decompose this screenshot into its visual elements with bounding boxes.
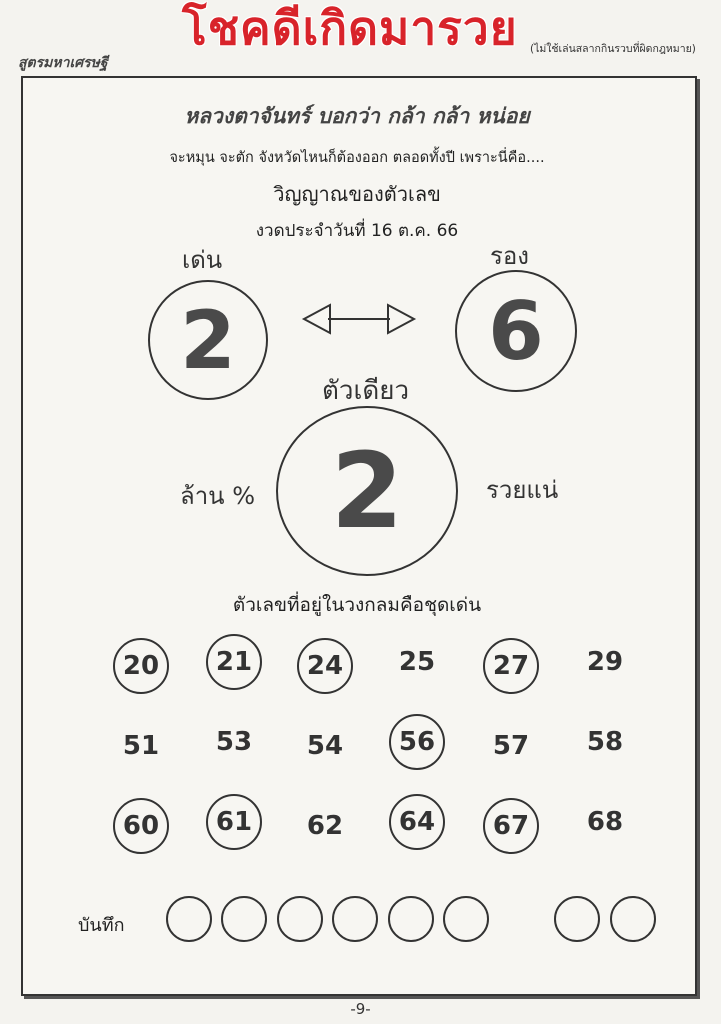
single-digit-circle bbox=[276, 406, 458, 576]
number-cell: 64 bbox=[389, 794, 445, 850]
number-cell: 67 bbox=[483, 798, 539, 854]
disclaimer-note: (ไม่ใช้เล่นสลากกินรวบที่ผิดกฎหมาย) bbox=[530, 43, 696, 55]
support-digit-circle bbox=[455, 270, 577, 392]
number-cell: 29 bbox=[586, 647, 624, 677]
blank-record-circle bbox=[277, 896, 323, 942]
number-cell: 24 bbox=[297, 638, 353, 694]
number-cell: 60 bbox=[113, 798, 169, 854]
draw-date: งวดประจำวันที่ 16 ต.ค. 66 bbox=[255, 221, 459, 241]
record-label: บันทึก bbox=[78, 915, 125, 936]
blank-record-circle bbox=[166, 896, 212, 942]
number-cell: 54 bbox=[306, 731, 344, 761]
number-cell: 61 bbox=[206, 794, 262, 850]
number-cell: 25 bbox=[398, 647, 436, 677]
number-cell: 51 bbox=[122, 731, 160, 761]
blank-record-circle bbox=[221, 896, 267, 942]
number-cell: 57 bbox=[492, 731, 530, 761]
number-cell: 21 bbox=[206, 634, 262, 690]
blank-record-circle bbox=[332, 896, 378, 942]
blank-record-circle bbox=[388, 896, 434, 942]
blank-record-circle bbox=[443, 896, 489, 942]
number-cell: 27 bbox=[483, 638, 539, 694]
double-arrow-icon bbox=[300, 300, 418, 338]
single-digit: 2 bbox=[330, 430, 404, 552]
support-label: รอง bbox=[490, 242, 530, 270]
book-title: สูตรมหาเศรษฐี bbox=[18, 55, 108, 71]
number-cell: 20 bbox=[113, 638, 169, 694]
blank-record-circle bbox=[554, 896, 600, 942]
spirit-title: วิญญาณของตัวเลข bbox=[273, 182, 441, 206]
number-cell: 53 bbox=[215, 727, 253, 757]
lead-digit-circle bbox=[148, 280, 268, 400]
number-cell: 56 bbox=[389, 714, 445, 770]
single-label: ตัวเดียว bbox=[322, 376, 410, 406]
brand-title: โชคดีเกิดมารวย bbox=[182, 1, 518, 55]
set-title: ตัวเลขที่อยู่ในวงกลมคือชุดเด่น bbox=[232, 594, 482, 616]
number-cell: 68 bbox=[586, 807, 624, 837]
number-cell: 58 bbox=[586, 727, 624, 757]
subline: จะหมุน จะตัก จังหวัดไหนก็ต้องออก ตลอดทั้งปี เพราะนี่คือ.... bbox=[169, 150, 545, 166]
right-note: รวยแน่ bbox=[486, 476, 559, 504]
lead-label: เด่น bbox=[182, 246, 223, 274]
support-digit: 6 bbox=[488, 284, 544, 378]
left-note: ล้าน % bbox=[180, 482, 256, 510]
lead-digit: 2 bbox=[180, 293, 236, 387]
blank-record-circle bbox=[610, 896, 656, 942]
page-number: -9- bbox=[350, 1000, 371, 1018]
headline: หลวงตาจันทร์ บอกว่า กล้า กล้า หน่อย bbox=[184, 104, 530, 128]
number-cell: 62 bbox=[306, 811, 344, 841]
